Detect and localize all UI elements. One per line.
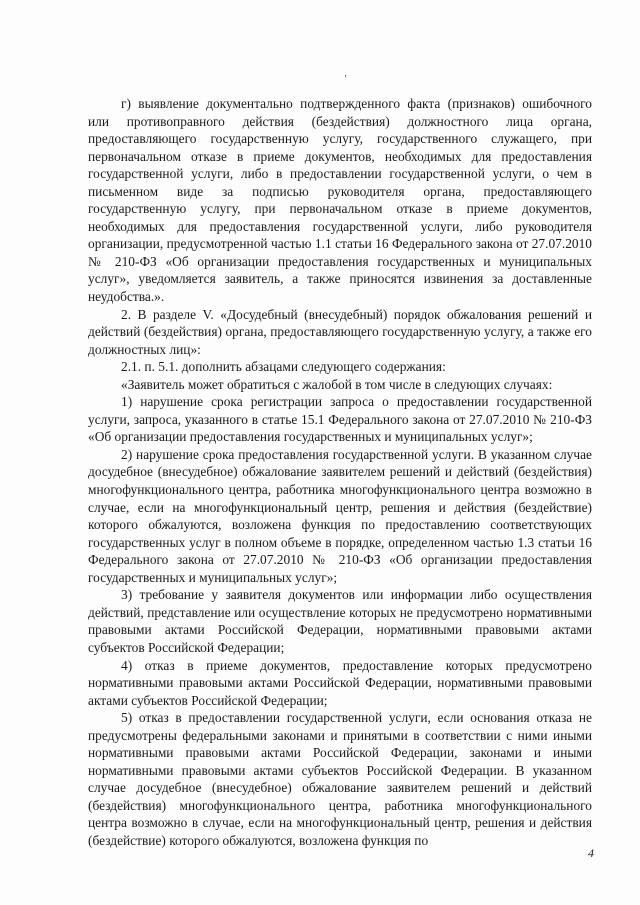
paragraph-case-5: 5) отказ в предоставлении государственной услуги, если основания отказа не предусмотрены федеральными законами и принятыми в соответствии с ними иными нормативными правовыми актами Российской Федерации, законами и иными нормативными правовыми актами субъектов Российской Федерации. В указанном случае досудебное (внесудебное) обжалование заявителем решений и действий (бездействия) многофункционального центра, работника многофункционального центра возможно в случае, если на многофункциональный центр, решения и действия (бездействие) которого обжалуются, возложена функция по <box>88 710 592 848</box>
paragraph-section-v-amendment: 2. В разделе V. «Досудебный (внесудебный) порядок обжалования решений и действий (бездействия) органа, предоставляющего государственную услугу, а также его должностных лиц»: <box>88 306 592 357</box>
paragraph-case-3: 3) требование у заявителя документов или информации либо осуществления действий, представление или осуществление которых не предусмотрено нормативными правовыми актами Российской Федерации, нормативными правовыми актами субъектов Российской Федерации; <box>88 587 592 655</box>
scan-mark: ‛ <box>344 74 348 85</box>
paragraph-case-4: 4) отказ в приеме документов, предоставление которых предусмотрено нормативными правовыми актами Российской Федерации, нормативными правовыми актами субъектов Российской Федерации; <box>88 657 592 708</box>
paragraph-complaint-intro: «Заявитель может обратиться с жалобой в том числе в следующих случаях: <box>121 376 553 392</box>
page-number: 4 <box>588 846 594 860</box>
paragraph-case-2: 2) нарушение срока предоставления государственной услуги. В указанном случае досудебное (внесудебное) обжалование заявителем решений и действий (бездействия) многофункционального центра, работника многофункционального центра возможно в случае, если на многофункциональный центр, решения и действия (бездействие) которого обжалуются, возложена функция по предоставлению соответствующих государственных услуг в полном объеме в порядке, определенном частью 1.3 статьи 16 Федерального закона от 27.07.2010 № 210-ФЗ «Об организации предоставления государственных и муниципальных услуг»; <box>88 446 592 585</box>
document-body <box>88 95 592 850</box>
paragraph-case-1: 1) нарушение срока регистрации запроса о предоставлении государственной услуги, запроса, указанного в статье 15.1 Федерального закона от 27.07.2010 № 210-ФЗ «Об организации предоставления государственных и муниципальных услуг»; <box>88 394 592 445</box>
paragraph-clause-2-1: 2.1. п. 5.1. дополнить абзацами следующего содержания: <box>121 359 446 375</box>
paragraph-item-g: г) выявление документально подтвержденного факта (признаков) ошибочного или противоправного действия (бездействия) должностного лица органа, предоставляющего государственную услугу, государственного служащего, при первоначальном отказе в приеме документов, необходимых для предоставления государственной услуги, либо в предоставлении государственной услуги, о чем в письменном виде за подписью руководителя органа, предоставляющего государственную услугу, при первоначальном отказе в приеме документов, необходимых для предоставления государственной услуги, либо руководителя организации, предусмотренной частью 1.1 статьи 16 Федерального закона от 27.07.2010 № 210-ФЗ «Об организации предоставления государственных и муниципальных услуг», уведомляется заявитель, а также приносятся извинения за доставленные неудобства.». <box>88 96 592 305</box>
